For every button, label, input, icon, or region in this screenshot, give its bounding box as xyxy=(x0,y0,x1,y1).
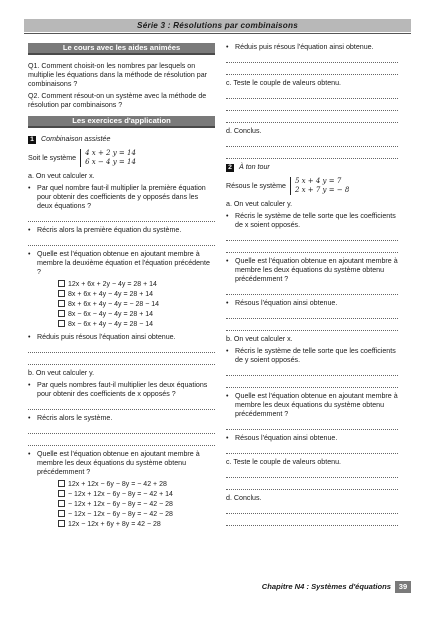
bullet-a2-3: • Résous l'équation ainsi obtenue. xyxy=(226,299,398,308)
bullet-b2: • Récris alors le système. xyxy=(28,414,215,423)
question-2: Q2. Comment résout-on un système avec la méthode de résolution par combinaisons ? xyxy=(28,92,207,109)
page-number: 39 xyxy=(395,581,411,593)
bullet-a3: • Quelle est l'équation obtenue en ajoutant membre à membre la deuxième équation et l'équation précédente ? xyxy=(28,250,215,277)
answer-line[interactable] xyxy=(226,233,398,241)
answer-line[interactable] xyxy=(226,446,398,454)
exercise-2-heading xyxy=(226,163,398,172)
answer-line[interactable] xyxy=(226,67,398,75)
part-b2-label: b. On veut calculer x. xyxy=(226,335,293,343)
option-b5[interactable] xyxy=(28,520,215,529)
bullet-b2-1: • Récris le système de telle sorte que les coefficients de y soient opposés. xyxy=(226,347,398,365)
checkbox-icon[interactable] xyxy=(58,320,65,327)
answer-line[interactable] xyxy=(226,311,398,319)
bullet-a2: • Récris alors la première équation du système. xyxy=(28,226,215,235)
bullet-b1: • Par quels nombres faut-il multiplier les deux équations pour obtenir des coefficients de x opposés ? xyxy=(28,381,215,399)
answer-line[interactable] xyxy=(226,55,398,63)
checkbox-icon[interactable] xyxy=(58,290,65,297)
system-label: Soit le système xyxy=(28,153,77,162)
option-text: 12x + 12x − 6y − 8y = − 42 + 28 xyxy=(68,481,167,488)
option-b2[interactable] xyxy=(28,490,215,499)
part-b-label: b. On veut calculer y. xyxy=(28,369,95,377)
option-text: 8x + 6x + 4y − 4y = 28 + 14 xyxy=(68,291,154,298)
equation-2: 2 x + 7 y = − 8 xyxy=(294,186,350,194)
exercise-title: À ton tour xyxy=(239,163,270,171)
option-b4[interactable] xyxy=(28,510,215,519)
part-a-label: a. On veut calculer x. xyxy=(28,172,95,180)
option-a5[interactable] xyxy=(28,320,215,329)
exercises-banner: Les exercices d'application xyxy=(28,116,215,128)
option-a3[interactable] xyxy=(28,300,215,309)
answer-line[interactable] xyxy=(28,426,215,434)
footer-chapter: Chapitre N4 : Systèmes d'équations xyxy=(261,582,391,591)
part-d2-label: d. Conclus. xyxy=(226,494,262,502)
bullet-a1: • Par quel nombre faut-il multiplier la première équation pour obtenir des coefficients de y opposés dans les deux équations ? xyxy=(28,184,215,211)
bullet-b2-3: • Résous l'équation ainsi obtenue. xyxy=(226,434,398,443)
equation-2: 6 x − 4 y = 14 xyxy=(85,158,136,166)
checkbox-icon[interactable] xyxy=(58,300,65,307)
bullet-b2-2: • Quelle est l'équation obtenue en ajoutant membre à membre les deux équations du système obtenu précédemment ? xyxy=(226,392,398,419)
bullet-a2-2: • Quelle est l'équation obtenue en ajoutant membre à membre les deux équations du système obtenu précédemment ? xyxy=(226,257,398,284)
checkbox-icon[interactable] xyxy=(58,510,65,517)
answer-line[interactable] xyxy=(226,380,398,388)
answer-line[interactable] xyxy=(226,323,398,331)
answer-line[interactable] xyxy=(226,91,398,99)
equation-1: 5 x + 4 y = 7 xyxy=(294,177,342,185)
answer-line[interactable] xyxy=(226,139,398,147)
system-label: Résous le système xyxy=(226,181,286,190)
bullet-b3: • Quelle est l'équation obtenue en ajoutant membre à membre les deux équations du système obtenu précédemment ? xyxy=(28,450,215,477)
checkbox-icon[interactable] xyxy=(58,310,65,317)
system-equations xyxy=(290,177,349,195)
option-text: 12x − 12x + 6y + 8y = 42 − 28 xyxy=(68,521,161,528)
answer-line[interactable] xyxy=(226,470,398,478)
system-2 xyxy=(226,177,398,195)
option-a4[interactable] xyxy=(28,310,215,319)
equation-1: 4 x + 2 y = 14 xyxy=(85,149,136,157)
answer-line[interactable] xyxy=(28,238,215,246)
system-1 xyxy=(28,149,215,167)
option-a1[interactable] xyxy=(28,280,215,289)
checkbox-icon[interactable] xyxy=(58,280,65,287)
answer-line[interactable] xyxy=(28,214,215,222)
right-column xyxy=(226,43,398,530)
question-1: Q1. Comment choisit-on les nombres par lesquels on multiplie les équations dans la méthode de résolution par combinaisons ? xyxy=(28,62,208,88)
exercise-number: 1 xyxy=(28,136,36,144)
part-c-label: c. Teste le couple de valeurs obtenu. xyxy=(226,79,342,87)
answer-line[interactable] xyxy=(226,103,398,111)
option-text: 8x + 6x + 4y − 4y = − 28 − 14 xyxy=(68,301,160,308)
checkbox-icon[interactable] xyxy=(58,490,65,497)
left-column xyxy=(28,43,215,530)
answer-line[interactable] xyxy=(226,151,398,159)
bullet-r1: • Réduis puis résous l'équation ainsi obtenue. xyxy=(226,43,398,52)
option-text: − 12x − 12x − 6y − 8y = − 42 − 28 xyxy=(68,511,173,518)
checkbox-icon[interactable] xyxy=(58,480,65,487)
part-d-label: d. Conclus. xyxy=(226,127,262,135)
answer-line[interactable] xyxy=(226,287,398,295)
option-b3[interactable] xyxy=(28,500,215,509)
answer-line[interactable] xyxy=(226,482,398,490)
answer-line[interactable] xyxy=(226,518,398,526)
bullet-a2-1: • Récris le système de telle sorte que les coefficients de x soient opposés. xyxy=(226,212,398,230)
system-equations xyxy=(80,149,136,167)
option-text: − 12x + 12x − 6y − 8y = − 42 − 28 xyxy=(68,501,173,508)
bullet-a4: • Réduis puis résous l'équation ainsi obtenue. xyxy=(28,333,215,342)
answer-line[interactable] xyxy=(226,245,398,253)
page-header xyxy=(24,19,411,32)
option-b1[interactable] xyxy=(28,480,215,489)
option-text: 8x − 6x − 4y − 4y = 28 + 14 xyxy=(68,311,154,318)
exercise-title: Combinaison assistée xyxy=(41,135,111,143)
header-rule xyxy=(24,33,411,34)
answer-line[interactable] xyxy=(226,506,398,514)
answer-line[interactable] xyxy=(28,402,215,410)
exercise-1-heading xyxy=(28,135,215,144)
exercise-number: 2 xyxy=(226,164,234,172)
answer-line[interactable] xyxy=(226,115,398,123)
checkbox-icon[interactable] xyxy=(58,520,65,527)
answer-line[interactable] xyxy=(28,345,215,353)
answer-line[interactable] xyxy=(226,422,398,430)
header-title: Série 3 : Résolutions par combinaisons xyxy=(137,21,298,30)
part-c2-label: c. Teste le couple de valeurs obtenu. xyxy=(226,458,342,466)
answer-line[interactable] xyxy=(28,438,215,446)
option-text: 8x − 6x + 4y − 4y = 28 − 14 xyxy=(68,321,154,328)
cours-banner: Le cours avec les aides animées xyxy=(28,43,215,55)
option-a2[interactable] xyxy=(28,290,215,299)
answer-line[interactable] xyxy=(28,357,215,365)
option-text: 12x + 6x + 2y − 4y = 28 + 14 xyxy=(68,281,157,288)
option-text: − 12x + 12x − 6y − 8y = − 42 + 14 xyxy=(68,491,173,498)
answer-line[interactable] xyxy=(226,368,398,376)
part-a2-label: a. On veut calculer y. xyxy=(226,200,293,208)
checkbox-icon[interactable] xyxy=(58,500,65,507)
